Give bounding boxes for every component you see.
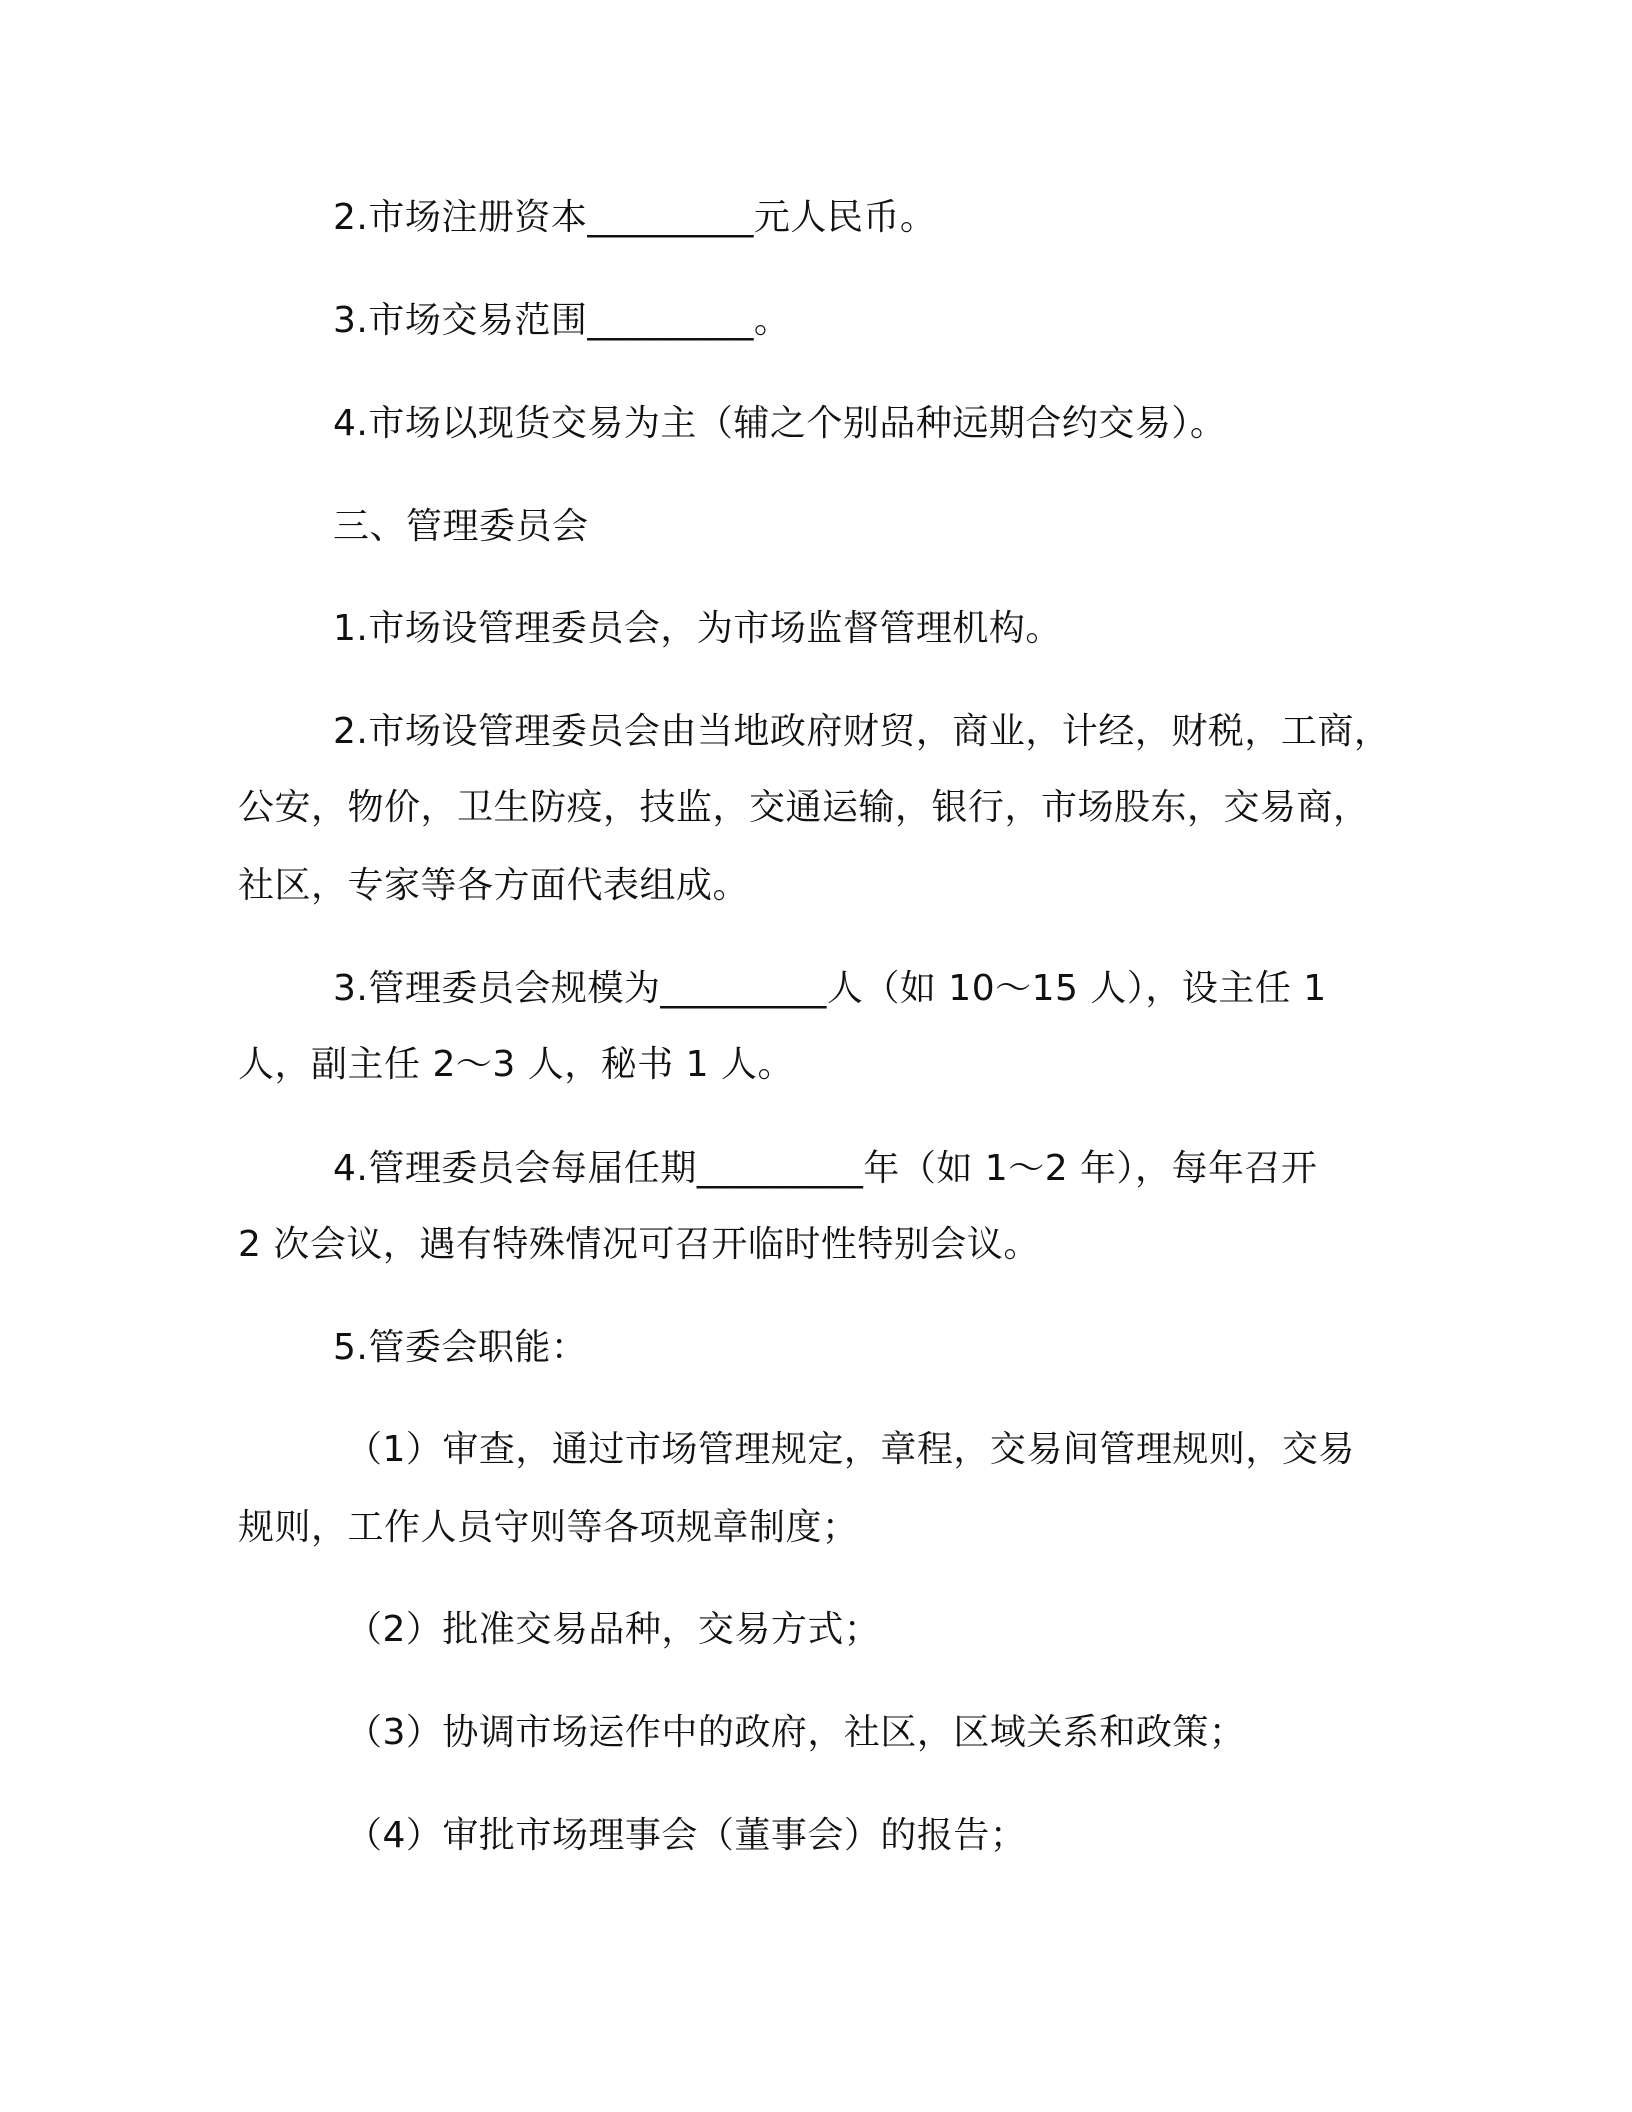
text-line-committee-composition-2: 公安，物价，卫生防疫，技监，交通运输，银行，市场股东，交易商， [238,787,1370,828]
text-line-function-2: （2）批准交易品种，交易方式； [346,1609,881,1650]
text-line-function-4: （4）审批市场理事会（董事会）的报告； [346,1815,1027,1856]
text-line-functions-heading: 5.管委会职能： [333,1327,588,1368]
text-line-committee-size-1: 3.管理委员会规模为_________人（如 10～15 人），设主任 1 [333,968,1327,1009]
text-line-term-1: 4.管理委员会每届任期_________年（如 1～2 年），每年召开 [333,1148,1318,1189]
text-line-function-3: （3）协调市场运作中的政府，社区，区域关系和政策； [346,1712,1246,1753]
text-line-trade-mode: 4.市场以现货交易为主（辅之个别品种远期合约交易）。 [333,403,1227,444]
text-line-function-1b: 规则，工作人员守则等各项规章制度； [238,1507,859,1548]
text-line-committee-composition-3: 社区，专家等各方面代表组成。 [238,865,750,906]
text-line-committee-purpose: 1.市场设管理委员会，为市场监督管理机构。 [333,608,1062,649]
text-line-committee-composition-1: 2.市场设管理委员会由当地政府财贸，商业，计经，财税，工商， [333,711,1391,752]
text-line-scope: 3.市场交易范围_________。 [333,300,791,341]
text-line-committee-size-2: 人，副主任 2～3 人，秘书 1 人。 [238,1044,794,1085]
text-line-term-2: 2 次会议，遇有特殊情况可召开临时性特别会议。 [238,1224,1040,1265]
section-heading: 三、管理委员会 [333,506,589,547]
text-line-function-1a: （1）审查，通过市场管理规定，章程，交易间管理规则，交易 [346,1429,1355,1470]
text-line-capital: 2.市场注册资本_________元人民币。 [333,197,937,238]
